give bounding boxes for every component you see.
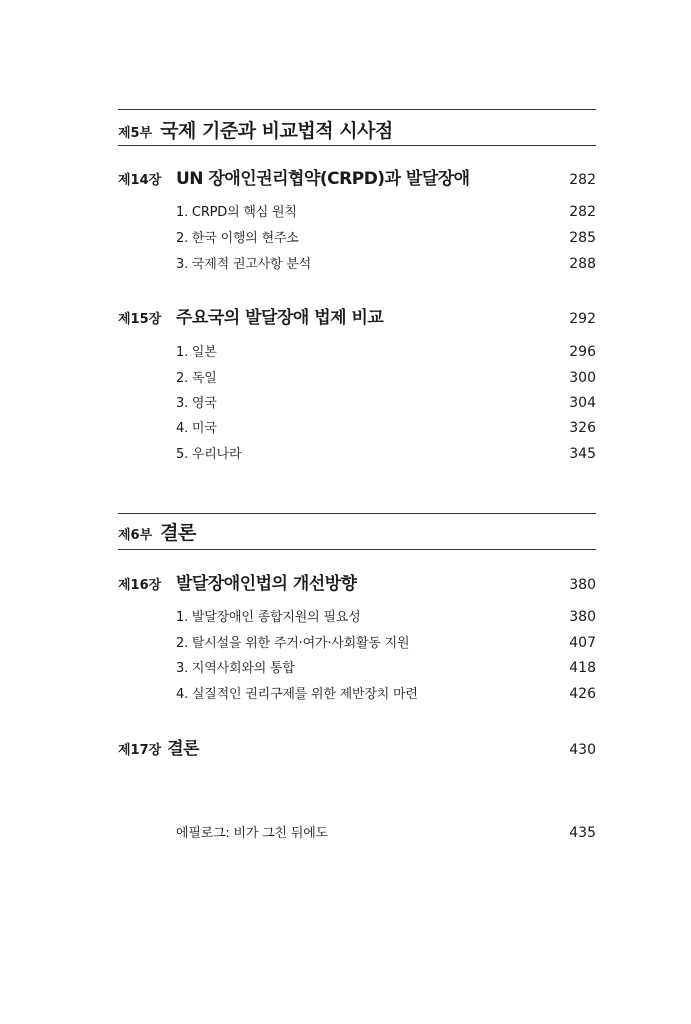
chapter-label: 제17장 <box>118 743 162 758</box>
section-entry[interactable] <box>176 417 596 437</box>
section-page-number: 285 <box>569 230 596 246</box>
part6-top-rule <box>118 513 596 514</box>
section-title: 1. CRPD의 핵심 원칙 <box>176 205 297 220</box>
chapter-title: 결론 <box>167 739 200 759</box>
section-page-number: 345 <box>569 446 596 462</box>
part-title: 결론 <box>160 522 196 544</box>
section-page-number: 296 <box>569 344 596 360</box>
section-title: 1. 발달장애인 종합지원의 필요성 <box>176 610 361 625</box>
part5-top-rule <box>118 109 596 110</box>
chapter-entry[interactable] <box>118 164 596 188</box>
section-page-number: 326 <box>569 420 596 436</box>
epilogue-entry[interactable] <box>176 822 596 842</box>
epilogue-title: 에필로그: 비가 그친 뒤에도 <box>176 826 328 841</box>
section-page-number: 426 <box>569 686 596 702</box>
section-title: 2. 한국 이행의 현주소 <box>176 231 299 246</box>
chapter-page-number: 380 <box>569 577 596 593</box>
section-entry[interactable] <box>176 657 596 677</box>
chapter-page-number: 430 <box>569 742 596 758</box>
chapter-entry[interactable] <box>118 569 596 593</box>
section-page-number: 300 <box>569 370 596 386</box>
section-entry[interactable] <box>176 443 596 463</box>
chapter-label: 제16장 <box>118 578 162 593</box>
section-entry[interactable] <box>176 683 596 703</box>
chapter-label: 제14장 <box>118 173 162 188</box>
section-title: 1. 일본 <box>176 345 217 360</box>
section-entry[interactable] <box>176 341 596 361</box>
section-entry[interactable] <box>176 367 596 387</box>
epilogue-page-number: 435 <box>569 825 596 841</box>
section-title: 3. 영국 <box>176 396 217 411</box>
section-entry[interactable] <box>176 227 596 247</box>
chapter-page-number: 282 <box>569 172 596 188</box>
section-page-number: 304 <box>569 395 596 411</box>
section-title: 2. 독일 <box>176 371 217 386</box>
part6-bottom-rule <box>118 549 596 550</box>
part-label: 제6부 <box>118 528 153 543</box>
chapter-entry[interactable] <box>118 734 596 758</box>
section-title: 4. 실질적인 권리구제를 위한 제반장치 마련 <box>176 687 418 702</box>
section-title: 5. 우리나라 <box>176 447 242 462</box>
chapter-title: 주요국의 발달장애 법제 비교 <box>176 308 384 328</box>
part5-bottom-rule <box>118 145 596 146</box>
section-entry[interactable] <box>176 392 596 412</box>
section-title: 2. 탈시설을 위한 주거·여가·사회활동 지원 <box>176 636 410 651</box>
section-page-number: 282 <box>569 204 596 220</box>
section-title: 4. 미국 <box>176 421 217 436</box>
chapter-label: 제15장 <box>118 312 162 327</box>
part-label: 제5부 <box>118 126 153 141</box>
section-page-number: 380 <box>569 609 596 625</box>
section-entry[interactable] <box>176 201 596 221</box>
part-title: 국제 기준과 비교법적 시사점 <box>160 120 393 142</box>
section-page-number: 288 <box>569 256 596 272</box>
section-entry[interactable] <box>176 632 596 652</box>
chapter-title: 발달장애인법의 개선방향 <box>176 574 357 594</box>
part5-heading <box>118 116 393 152</box>
section-page-number: 418 <box>569 660 596 676</box>
section-entry[interactable] <box>176 606 596 626</box>
section-entry[interactable] <box>176 253 596 273</box>
chapter-page-number: 292 <box>569 311 596 327</box>
section-page-number: 407 <box>569 635 596 651</box>
section-title: 3. 국제적 권고사항 분석 <box>176 257 312 272</box>
chapter-entry[interactable] <box>118 303 596 327</box>
section-title: 3. 지역사회와의 통합 <box>176 661 295 676</box>
chapter-title: UN 장애인권리협약(CRPD)과 발달장애 <box>176 169 470 189</box>
